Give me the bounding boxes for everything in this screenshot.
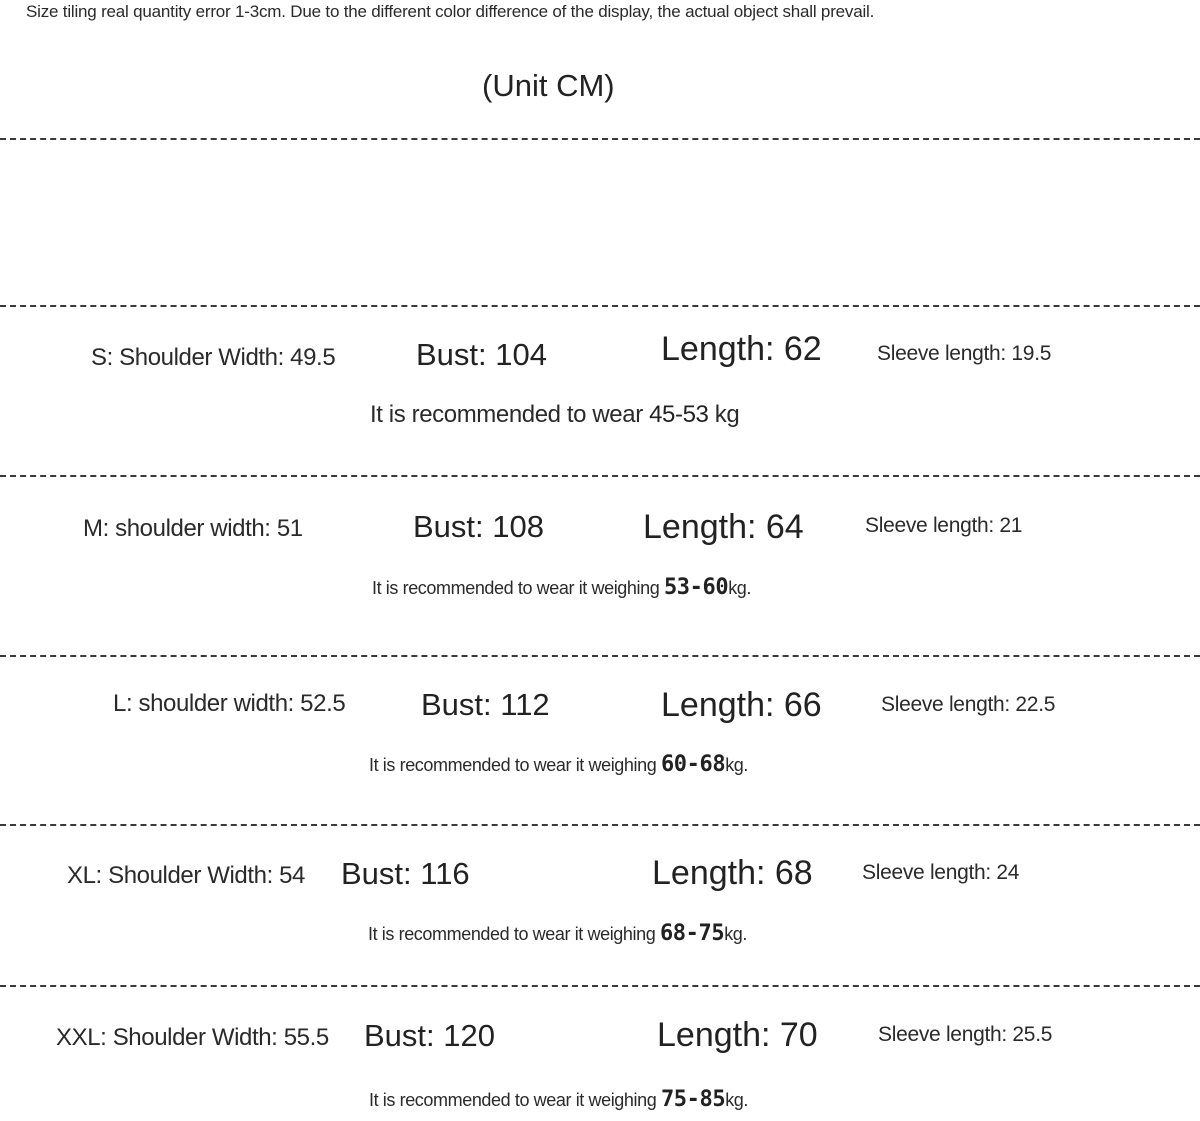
recommendation-text: It is recommended to wear it weighing <box>369 1090 657 1110</box>
weight-range: 53-60 <box>663 575 729 600</box>
recommended-weight-xxl <box>369 1089 748 1111</box>
shoulder-width-s: S: Shoulder Width: 49.5 <box>91 344 336 371</box>
length-m: Length: 64 <box>643 508 804 546</box>
recommended-weight-m <box>372 577 751 599</box>
dashed-divider <box>0 138 1200 140</box>
shoulder-width-xxl: XXL: Shoulder Width: 55.5 <box>56 1024 329 1051</box>
disclaimer-notice: Size tiling real quantity error 1-3cm. Due to the different color difference of the display, the actual object shall prevail. <box>26 2 875 21</box>
recommendation-text: It is recommended to wear <box>370 401 643 428</box>
recommendation-text: It is recommended to wear it weighing <box>369 755 657 775</box>
length-xl: Length: 68 <box>652 854 813 892</box>
weight-unit: kg. <box>728 578 751 598</box>
recommended-weight-l <box>369 754 748 776</box>
length-l: Length: 66 <box>661 686 822 724</box>
dashed-divider <box>0 824 1200 826</box>
dashed-divider <box>0 655 1200 657</box>
recommendation-text: It is recommended to wear it weighing <box>368 924 656 944</box>
weight-range: 45-53 <box>649 401 709 428</box>
unit-label: (Unit CM) <box>482 68 615 103</box>
dashed-divider <box>0 985 1200 987</box>
weight-range: 68-75 <box>659 921 725 946</box>
recommendation-text: It is recommended to wear it weighing <box>372 578 660 598</box>
recommended-weight-xl <box>368 923 747 945</box>
bust-xxl: Bust: 120 <box>364 1018 495 1053</box>
sleeve-length-m: Sleeve length: 21 <box>865 514 1023 537</box>
dashed-divider <box>0 475 1200 477</box>
sleeve-length-l: Sleeve length: 22.5 <box>881 693 1056 716</box>
weight-unit: kg. <box>725 1090 748 1110</box>
recommended-weight-s <box>370 403 739 427</box>
length-s: Length: 62 <box>661 330 822 368</box>
weight-unit: kg. <box>725 755 748 775</box>
sleeve-length-xxl: Sleeve length: 25.5 <box>878 1023 1053 1046</box>
bust-m: Bust: 108 <box>413 509 544 544</box>
length-xxl: Length: 70 <box>657 1016 818 1054</box>
shoulder-width-xl: XL: Shoulder Width: 54 <box>67 862 306 889</box>
bust-xl: Bust: 116 <box>341 856 470 891</box>
sleeve-length-xl: Sleeve length: 24 <box>862 861 1020 884</box>
weight-range: 75-85 <box>660 1087 726 1112</box>
weight-range: 60-68 <box>660 752 726 777</box>
shoulder-width-l: L: shoulder width: 52.5 <box>113 690 346 717</box>
bust-l: Bust: 112 <box>421 687 550 722</box>
dashed-divider <box>0 305 1200 307</box>
shoulder-width-m: M: shoulder width: 51 <box>83 515 303 542</box>
sleeve-length-s: Sleeve length: 19.5 <box>877 342 1052 365</box>
weight-unit: kg <box>714 401 740 428</box>
bust-s: Bust: 104 <box>416 337 547 372</box>
weight-unit: kg. <box>724 924 747 944</box>
